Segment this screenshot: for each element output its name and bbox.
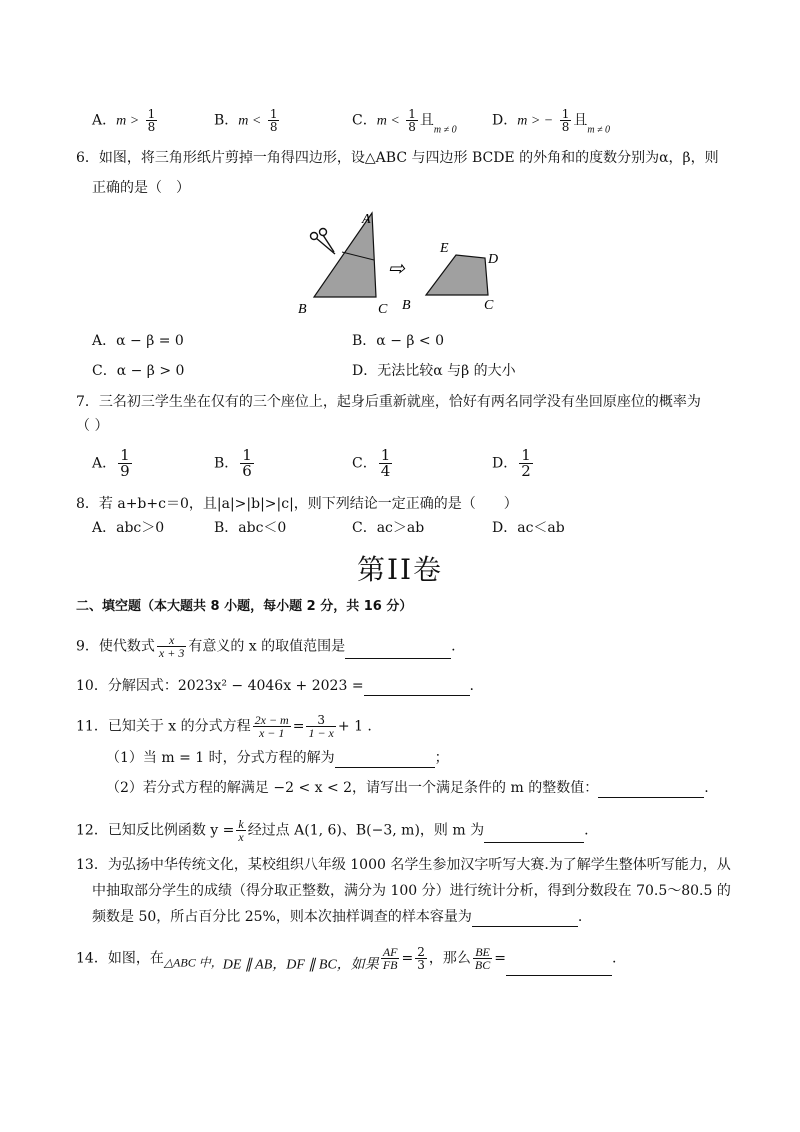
label-b2: B bbox=[402, 298, 411, 313]
quadrilateral-bcde bbox=[426, 255, 488, 295]
q6-option-d: D．无法比较α 与β 的大小 bbox=[352, 363, 516, 379]
q13-line1: 13．为弘扬中华传统文化，某校组织八年级 1000 名学生参加汉字听写大赛.为了解学生整体听写能力，从 bbox=[76, 857, 731, 873]
q12: 12．已知反比例函数 y = $\frac{k}{x}$ 经过点 A(1, 6)、B(−3, m)，则 m 为 . bbox=[76, 817, 589, 844]
q7-stem-line2: （ ） bbox=[76, 418, 109, 434]
q10: 10．分解因式：2023x² − 4046x + 2023 = . bbox=[76, 678, 474, 694]
q6-figure bbox=[290, 205, 520, 320]
q13-line2: 中抽取部分学生的成绩（得分取正整数，满分为 100 分）进行统计分析，得到分数段在 70.5～80.5 的 bbox=[92, 883, 731, 899]
label-e: E bbox=[440, 241, 449, 256]
q6-option-b: B．α − β < 0 bbox=[352, 333, 445, 349]
section-header: 二、填空题（本大题共 8 小题，每小题 2 分，共 16 分） bbox=[76, 599, 413, 614]
q5-option-c: C．m < $\frac{1}{8}$ 且$_{m \ne 0}$ bbox=[352, 107, 457, 136]
q5-option-b: B．m < $\frac{1}{8}$ bbox=[214, 107, 278, 134]
q12-answer-blank[interactable] bbox=[484, 828, 584, 843]
q5-option-a: A．m > $\frac{1}{8}$ bbox=[92, 107, 156, 134]
q11-sub2-answer-blank[interactable] bbox=[598, 783, 704, 798]
q6-stem-line1: 6．如图，将三角形纸片剪掉一角得四边形，设△ABC 与四边形 BCDE 的外角和的度数分别为α，β，则 bbox=[76, 150, 719, 166]
q7-option-a: A． $\frac{1}{9}$ bbox=[92, 446, 130, 480]
q7-option-b: B． $\frac{1}{6}$ bbox=[214, 446, 252, 480]
q14-answer-blank[interactable] bbox=[506, 961, 612, 976]
q8-option-c: C．ac＞ab bbox=[352, 520, 425, 536]
q8-option-b: B．abc＜0 bbox=[214, 520, 287, 536]
q9-answer-blank[interactable] bbox=[345, 644, 451, 659]
q8-stem: 8．若 a+b+c＝0，且|a|>|b|>|c|，则下列结论一定正确的是（ ） bbox=[76, 496, 518, 512]
q14: 14．如图，在△ABC 中，DE ∥ AB，DF ∥ BC，如果 $\frac{AF}{FB}$ = $\frac{2}{3}$ ，那么 $\frac{BE}{BC}$ = . bbox=[76, 946, 616, 976]
label-c2: C bbox=[484, 298, 494, 313]
q11: 11．已知关于 x 的分式方程 $\frac{2x - m}{x - 1}$ = $\frac{3}{1 - x}$ + 1 . bbox=[76, 713, 372, 740]
q7-stem-line1: 7．三名初三学生坐在仅有的三个座位上，起身后重新就座，恰好有两名同学没有坐回原座位的概率为 bbox=[76, 394, 701, 410]
q9: 9．使代数式 $\frac{x}{x + 3}$ 有意义的 x 的取值范围是 . bbox=[76, 633, 456, 660]
q8-option-a: A．abc＞0 bbox=[92, 520, 165, 536]
q11-sub2: （2）若分式方程的解满足 −2 < x < 2，请写出一个满足条件的 m 的整数值： . bbox=[106, 780, 709, 796]
label-b: B bbox=[298, 302, 307, 317]
scissors-icon bbox=[311, 229, 336, 255]
q13-answer-blank[interactable] bbox=[472, 912, 578, 927]
q6-option-c: C．α − β > 0 bbox=[92, 363, 185, 379]
q5-option-d: D．m > − $\frac{1}{8}$ 且$_{m \ne 0}$ bbox=[492, 107, 611, 136]
section-title: 第II卷 bbox=[356, 553, 444, 586]
q8-option-d: D．ac＜ab bbox=[492, 520, 565, 536]
arrow-icon: ⇨ bbox=[388, 258, 405, 280]
label-d: D bbox=[488, 252, 499, 267]
label-a: A bbox=[362, 212, 371, 227]
label-c: C bbox=[378, 302, 388, 317]
q7-option-d: D． $\frac{1}{2}$ bbox=[492, 446, 531, 480]
q11-sub1-answer-blank[interactable] bbox=[335, 753, 435, 768]
q11-sub1: （1）当 m = 1 时，分式方程的解为 ； bbox=[106, 750, 449, 766]
q13-line3: 频数是 50，所占百分比 25%，则本次抽样调查的样本容量为 . bbox=[92, 909, 583, 925]
q10-answer-blank[interactable] bbox=[364, 681, 470, 696]
q6-option-a: A．α − β = 0 bbox=[92, 333, 184, 349]
q6-stem-line2: 正确的是（ ） bbox=[92, 180, 190, 196]
q7-option-c: C． $\frac{1}{4}$ bbox=[352, 446, 391, 480]
